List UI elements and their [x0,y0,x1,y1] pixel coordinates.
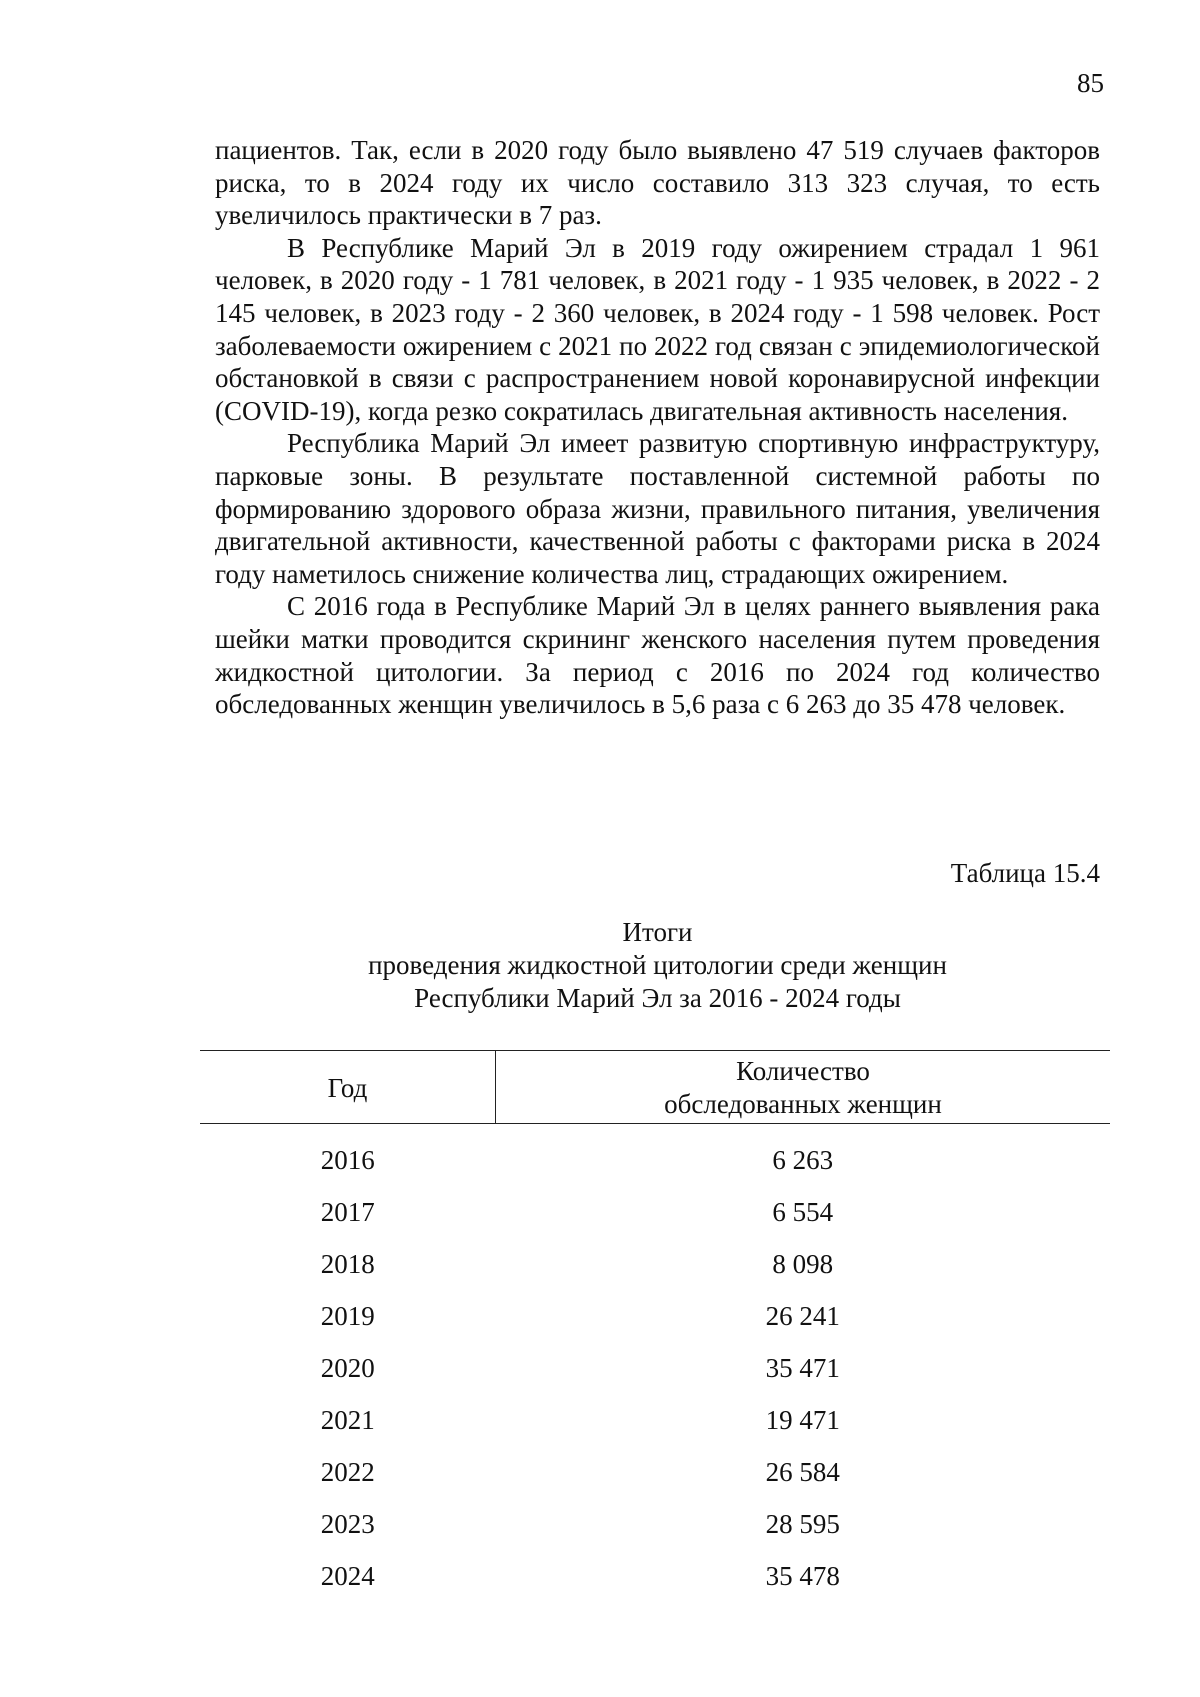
cell-count: 26 584 [765,1456,840,1487]
cell-year: 2020 [320,1352,375,1383]
table-row [200,1498,1110,1550]
cell-year: 2017 [320,1196,375,1227]
cell-year: 2018 [320,1248,375,1279]
paragraph-infrastructure: Республика Марий Эл имеет развитую спортивную инфраструктуру, парковые зоны. В результате поставленной системной работы по формированию здорового образа жизни, правильного питания, увеличения двигательной активности, качественной работы с факторами риска в 2024 году наметилось снижение количества лиц, страдающих ожирением. [215,428,1100,589]
table-row [200,1446,1110,1498]
table-title-line: проведения жидкостной цитологии среди женщин [368,950,947,980]
cell-count: 35 478 [765,1560,840,1591]
paragraph-continuation: пациентов. Так, если в 2020 году было выявлено 47 519 случаев факторов риска, то в 2024 году их число составило 313 323 случая, то есть увеличилось практически в 7 раз. [215,135,1100,231]
cell-year: 2023 [320,1508,375,1539]
table-title [215,916,1100,1015]
cell-count: 35 471 [765,1352,840,1383]
cell-count: 6 554 [772,1196,834,1227]
table-row [200,1394,1110,1446]
header-count-line1: Количество [736,1056,870,1086]
table-row [200,1124,1110,1187]
body-text [215,134,1100,721]
table-row [200,1290,1110,1342]
table-header-row [200,1051,1110,1124]
cell-year: 2019 [320,1300,375,1331]
cell-count: 19 471 [765,1404,840,1435]
table-title-line: Республики Марий Эл за 2016 - 2024 годы [414,983,901,1013]
paragraph-obesity: В Республике Марий Эл в 2019 году ожирением страдал 1 961 человек, в 2020 году - 1 781 человек, в 2021 году - 1 935 человек, в 2022 - 2 145 человек, в 2023 году - 2 360 человек, в 2024 году - 1 598 человек. Рост заболеваемости ожирением с 2021 по 2022 год связан с эпидемиологической обстановкой в связи с распространением новой коронавирусной инфекции (COVID-19), когда резко сократилась двигательная активность населения. [215,232,1100,426]
table-row [200,1342,1110,1394]
table-label: Таблица 15.4 [950,858,1100,888]
cell-count: 28 595 [765,1508,840,1539]
paragraph-screening: С 2016 года в Республике Марий Эл в целях раннего выявления рака шейки матки проводится скрининг женского населения путем проведения жидкостной цитологии. За период с 2016 по 2024 год количество обследованных женщин увеличилось в 5,6 раза с 6 263 до 35 478 человек. [215,591,1100,720]
cell-year: 2016 [320,1144,375,1175]
header-count-line2: обследованных женщин [664,1089,942,1119]
cell-count: 6 263 [772,1144,834,1175]
cell-year: 2024 [320,1560,375,1591]
cytology-results-table [200,1050,1110,1602]
cell-count: 26 241 [765,1300,840,1331]
page-number: 85 [1077,68,1104,98]
header-year: Год [200,1051,496,1124]
cell-year: 2022 [320,1456,375,1487]
table-row [200,1186,1110,1238]
table-title-line: Итоги [622,917,693,947]
table-row [200,1550,1110,1602]
cell-count: 8 098 [772,1248,834,1279]
table-row [200,1238,1110,1290]
cell-year: 2021 [320,1404,375,1435]
header-count [496,1051,1111,1124]
